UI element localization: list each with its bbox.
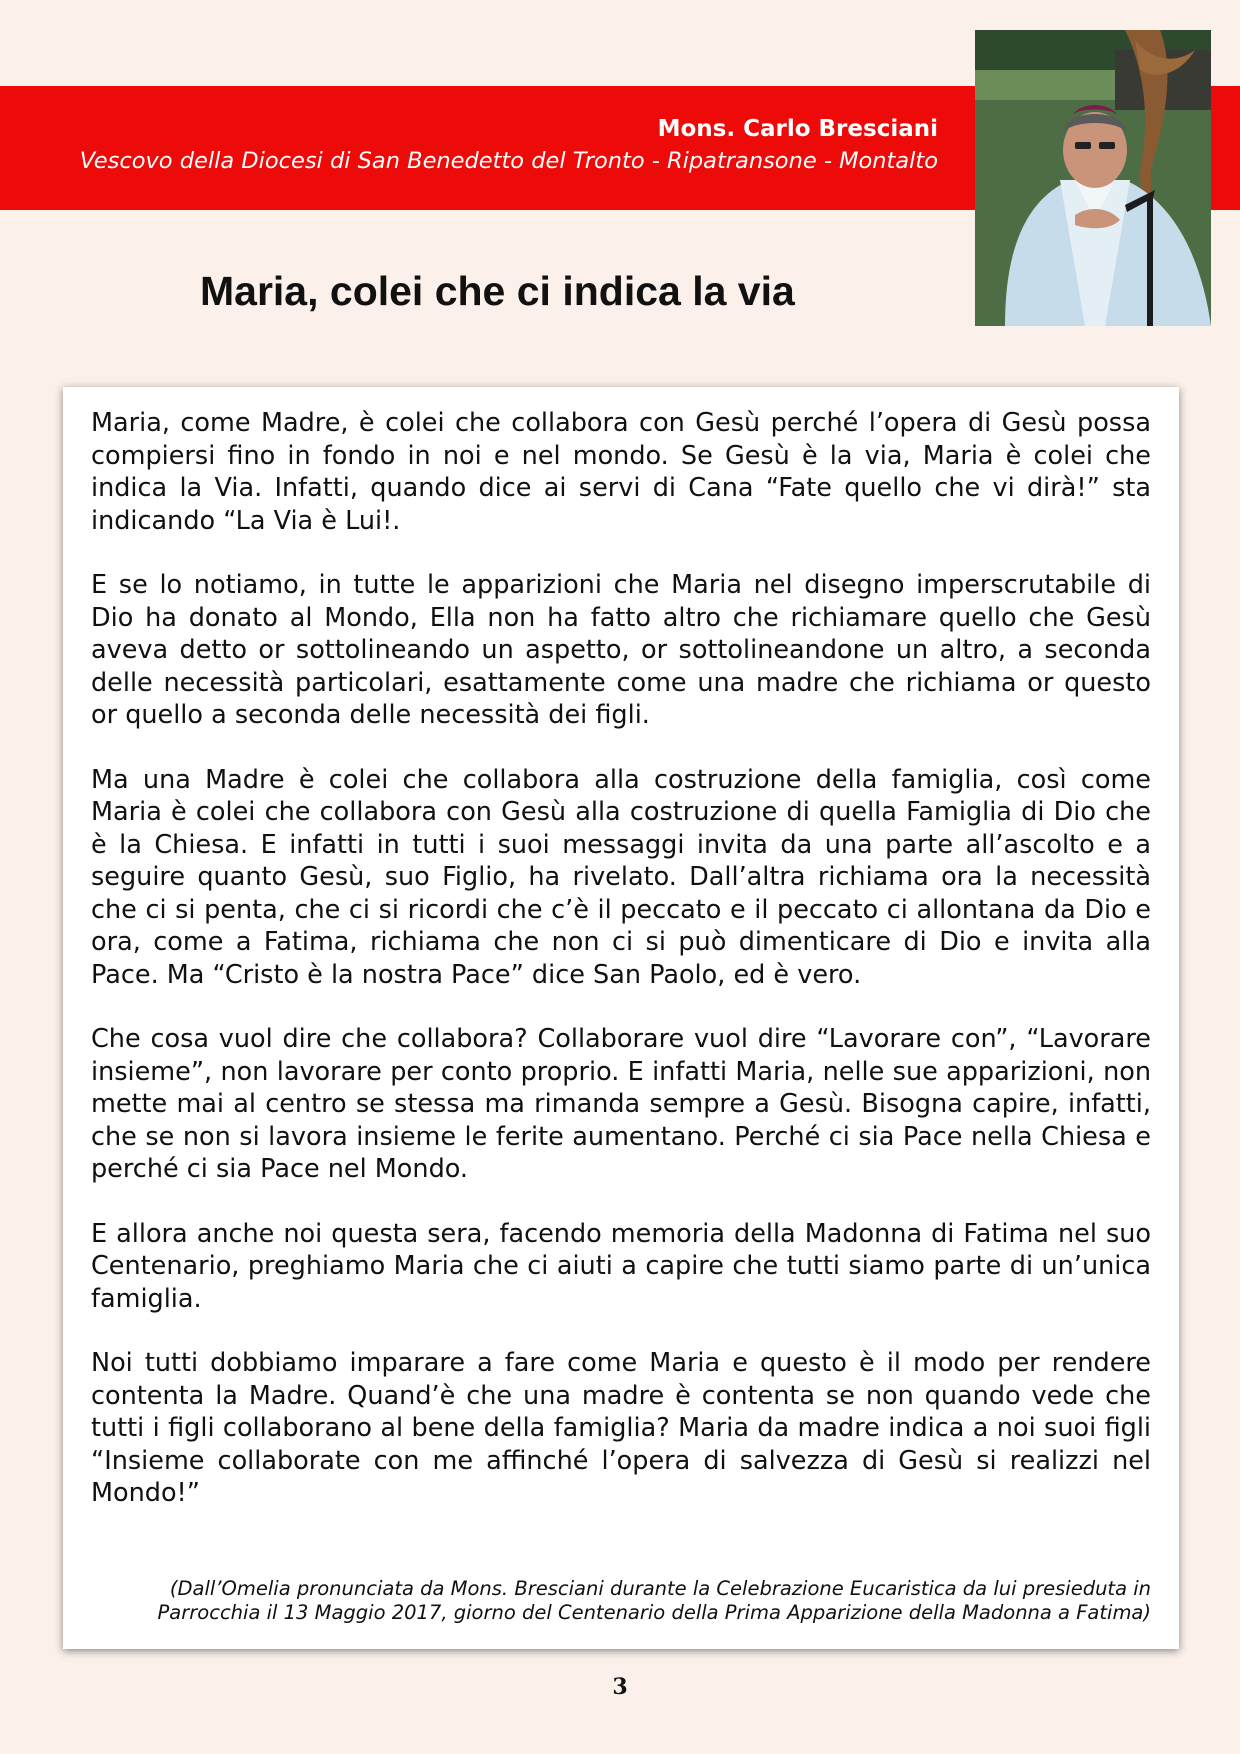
- author-role: Vescovo della Diocesi di San Benedetto del Tronto - Ripatransone - Montalto: [79, 148, 938, 174]
- source-note: [91, 1577, 1151, 1625]
- article-paragraph: E allora anche noi questa sera, facendo memoria della Madonna di Fatima nel suo Centenario, preghiamo Maria che ci aiuti a capire che tutti siamo parte di un’unica famiglia.: [91, 1218, 1151, 1314]
- source-note-line: Parrocchia il 13 Maggio 2017, giorno del Centenario della Prima Apparizione della Madonna a Fatima): [157, 1601, 1151, 1624]
- page-number: 3: [612, 1674, 628, 1700]
- article-paragraph: Maria, come Madre, è colei che collabora con Gesù perché l’opera di Gesù possa compiersi fino in fondo in noi e nel mondo. Se Gesù è la via, Maria è colei che indica la Via. Infatti, quando dice ai servi di Cana “Fate quello che vi dirà!” sta indicando “La Via è Lui!.: [91, 408, 1151, 536]
- author-name: Mons. Carlo Bresciani: [657, 116, 938, 142]
- source-note-line: (Dall’Omelia pronunciata da Mons. Bresciani durante la Celebrazione Eucaristica da lui presieduta in: [169, 1577, 1151, 1600]
- article-paragraph: Ma una Madre è colei che collabora alla costruzione della famiglia, così come Maria è colei che collabora con Gesù alla costruzione di quella Famiglia di Dio che è la Chiesa. E infatti in tutti i suoi messaggi invita da una parte all’ascolto e a seguire quanto Gesù, suo Figlio, ha rivelato. Dall’altra richiama ora la necessità che ci si penta, che ci si ricordi che c’è il peccato e il peccato ci allontana da Dio e ora, come a Fatima, richiama che non ci si può dimenticare di Dio e invita alla Pace. Ma “Cristo è la nostra Pace” dice San Paolo, ed è vero.: [91, 764, 1151, 990]
- article-box: [63, 387, 1179, 1649]
- article-paragraph: Noi tutti dobbiamo imparare a fare come Maria e questo è il modo per rendere contenta la Madre. Quand’è che una madre è contenta se non quando vede che tutti i figli collaborano al bene della famiglia? Maria da madre indica a noi suoi figli “Insieme collaborate con me affinché l’opera di salvezza di Gesù si realizzi nel Mondo!”: [91, 1348, 1151, 1508]
- page-title: Maria, colei che ci indica la via: [200, 268, 795, 314]
- article-body: [91, 407, 1151, 1542]
- bishop-portrait-photo: [975, 30, 1211, 326]
- article-paragraph: Che cosa vuol dire che collabora? Collaborare vuol dire “Lavorare con”, “Lavorare insieme”, non lavorare per conto proprio. E infatti Maria, nelle sue apparizioni, non mette mai al centro se stessa ma rimanda sempre a Gesù. Bisogna capire, infatti, che se non si lavora insieme le ferite aumentano. Perché ci sia Pace nella Chiesa e perché ci sia Pace nel Mondo.: [91, 1024, 1151, 1184]
- article-paragraph: E se lo notiamo, in tutte le apparizioni che Maria nel disegno imperscrutabile di Dio ha donato al Mondo, Ella non ha fatto altro che richiamare quello che Gesù aveva detto or sottolineando un aspetto, or sottolineandone un altro, a seconda delle necessità particolari, esattamente come una madre che richiama or questo or quello a seconda delle necessità dei figli.: [91, 570, 1151, 730]
